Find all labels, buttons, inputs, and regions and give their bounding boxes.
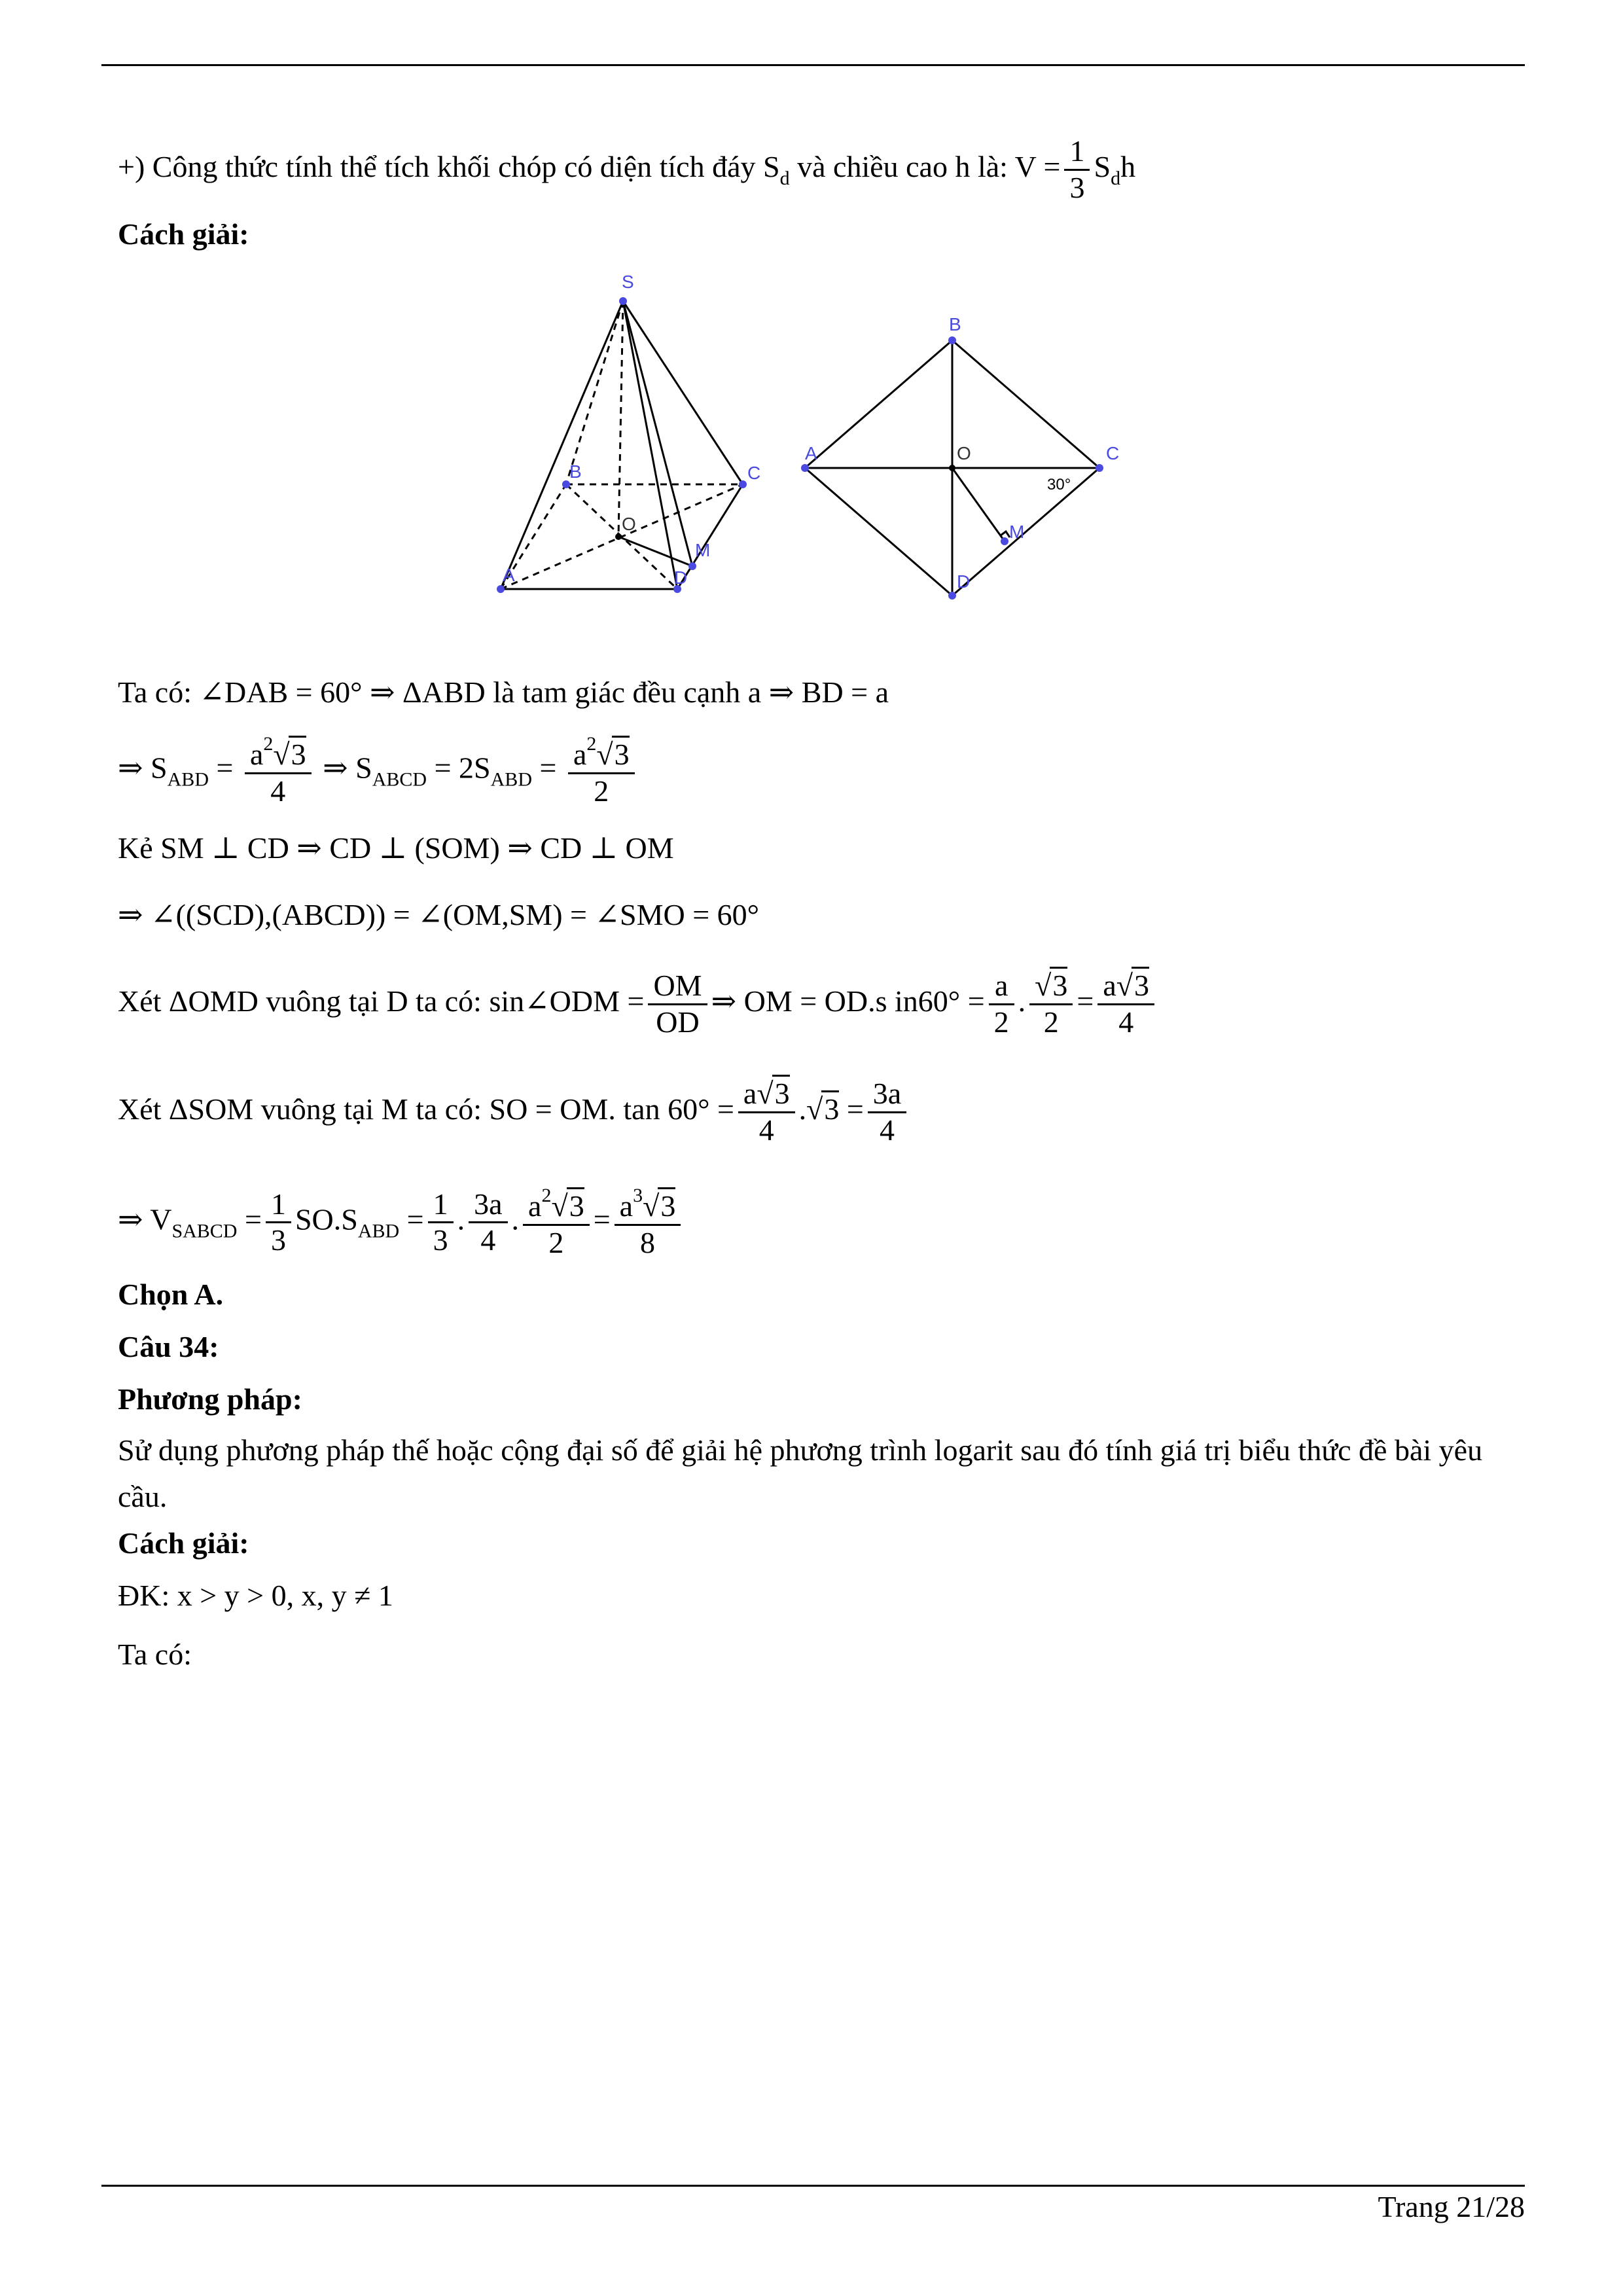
cach-giai-heading: Cách giải: [118, 217, 249, 251]
line-ta-co: Ta có: ∠DAB = 60° ⇒ ΔABD là tam giác đều cạnh a ⇒ BD = a [118, 675, 889, 709]
volume-rhs: $S_dh$ [1094, 149, 1136, 189]
height-SO [618, 301, 623, 537]
line-ke: Kẻ SM ⊥ CD ⇒ CD ⊥ (SOM) ⇒ CD ⊥ OM [118, 831, 674, 865]
angle-label: 30° [1047, 476, 1071, 493]
side-AB [805, 340, 952, 468]
intro-line [118, 134, 1135, 206]
label-M: M [695, 540, 711, 560]
question-number: Câu 34: [118, 1330, 219, 1363]
edge-SA [501, 301, 623, 589]
header-rule [101, 64, 1525, 66]
label-B: B [949, 314, 961, 334]
edge-OM [618, 537, 692, 566]
page-number: Trang 21/28 [1378, 2190, 1525, 2223]
label-C: C [1106, 443, 1120, 463]
label-A: A [805, 443, 817, 463]
ta-co-final: Ta có: [118, 1638, 192, 1671]
label-M: M [1009, 522, 1025, 542]
base-2d-figure [785, 308, 1139, 609]
line-angle: ⇒ ∠((SCD),(ABCD)) = ∠(OM,SM) = ∠SMO = 60° [118, 898, 760, 931]
base-area-symbol: $S_d$ [763, 149, 790, 189]
label-O: O [622, 514, 636, 534]
label-C: C [747, 463, 761, 483]
label-D: D [674, 567, 688, 588]
line-som: Xét ΔSOM vuông tại M ta có: SO = OM. tan 60° = $\frac{a√3}{4}$ .√3 = $\frac{3a}{4}$ [118, 1077, 910, 1148]
side-DA [805, 468, 952, 596]
intro-text: +) Công thức tính thể tích khối chóp có diện tích đáy [118, 149, 756, 183]
line-omd: Xét ΔOMD vuông tại D ta có: sin∠ODM = $\frac{OM}{OD}$ ⇒ OM = OD.s in60° = $\frac{a}{2}$ . $\frac{√3}{2}$ = $\frac{a√3}{4}$ [118, 969, 1158, 1040]
label-S: S [622, 272, 634, 292]
label-B: B [569, 461, 582, 482]
intro-mid-text: và chiều cao h là: [797, 149, 1008, 183]
label-O: O [957, 443, 971, 463]
footer-rule [101, 2185, 1525, 2187]
line-s-abd: ⇒ $S_{ABD}$ = $\frac{a^2√3}{4}$ ⇒ $S_{ABCD} = 2S_{ABD}$ = $\frac{a^2√3}{2}$ [118, 733, 639, 809]
answer-choice: Chọn A. [118, 1278, 224, 1311]
one-third-fraction: $\frac{1}{3}$ [1064, 134, 1090, 206]
label-A: A [503, 565, 515, 585]
side-BC [952, 340, 1099, 468]
method-text: Sử dụng phương pháp thế hoặc cộng đại số để giải hệ phương trình logarit sau đó tính giá trị biểu thức đề bài yêu cầu. [118, 1433, 1483, 1514]
side-CD [952, 468, 1099, 596]
edge-SB [566, 301, 623, 484]
line-volume: ⇒ $V_{SABCD}$ = $\frac{1}{3}$ $SO.S_{ABD}$ = $\frac{1}{3}$ . $\frac{3a}{4}$ . $\frac{a^2√3}{2}$ = $\frac{a^3√3}{8}$ [118, 1185, 685, 1261]
label-D: D [957, 571, 971, 592]
fraction-a2-root3-over-2: $\frac{a^2√3}{2}$ [568, 733, 635, 809]
solution-heading: Cách giải: [118, 1526, 249, 1560]
segment-OM [952, 468, 1005, 541]
method-heading: Phương pháp: [118, 1382, 302, 1416]
volume-lhs: V = [1014, 149, 1061, 183]
fraction-a2-root3-over-4: $\frac{a^2√3}{4}$ [245, 733, 312, 809]
pyramid-3d-figure [484, 268, 798, 609]
condition-line: ĐK: x > y > 0, x, y ≠ 1 [118, 1579, 393, 1612]
